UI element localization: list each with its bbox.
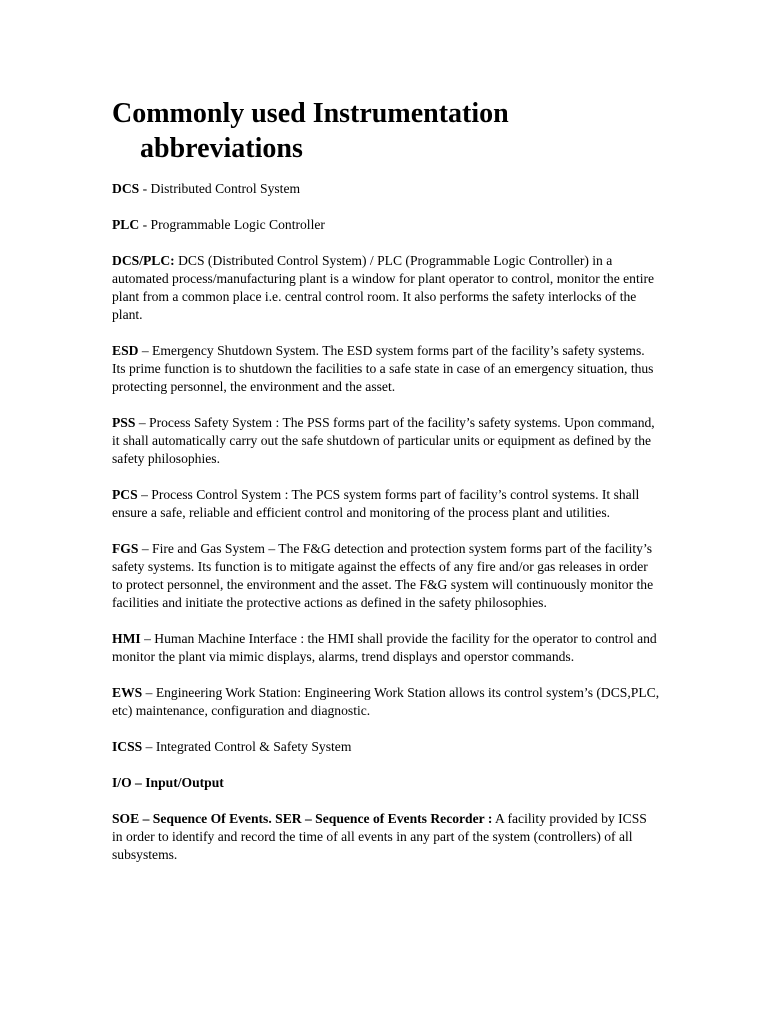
entry-text: Process Control System : The PCS system forms part of facility’s control systems. It shall ensure a safe, reliable and efficient control and monitoring of the process plant and utilities. [112, 487, 640, 520]
entry-fgs [112, 540, 660, 612]
entry-separator: – [142, 739, 156, 754]
entry-pcs [112, 486, 660, 522]
entry-abbr: PLC [112, 217, 140, 232]
entry-separator: - [139, 181, 151, 196]
entry-soe [112, 810, 660, 864]
title-line-2: abbreviations [140, 133, 303, 164]
entry-dcs [112, 180, 660, 198]
entry-separator: – [140, 631, 155, 646]
entry-abbr: PCS [112, 487, 138, 502]
entry-ews [112, 684, 660, 720]
entry-dcs-plc [112, 252, 660, 324]
entry-text: Integrated Control & Safety System [155, 739, 352, 754]
entry-text: Fire and Gas System – The F&G detection and protection system forms part of the facility’s safety systems. Its function is to mitigate against the effects of any fire and/or gas releases in order to protect personnel, the environment and the asset. The F&G system will continuously monitor the facilities and initiate the protective actions as defined in the safety philosophies. [112, 541, 654, 610]
entry-separator: – [137, 487, 152, 502]
entry-text: Process Safety System : The PSS forms part of the facility’s safety systems. Upon command, it shall automatically carry out the safe shutdown of particular units or equipment as defined by the safety philosophies. [112, 415, 655, 466]
entry-text: Engineering Work Station: Engineering Work Station allows its control system’s (DCS,PLC, etc) maintenance, configuration and diagnostic. [112, 685, 660, 718]
entry-text: Input/Output [145, 775, 224, 790]
entry-text: A facility provided by ICSS in order to identify and record the time of all events in any part of the system (controllers) of all subsystems. [112, 811, 647, 862]
entry-bold-text: Sequence Of Events. SER – Sequence of Events Recorder : [152, 811, 493, 826]
entry-separator: – [135, 415, 150, 430]
entry-abbr: DCS/PLC: [112, 253, 175, 268]
entry-abbr: I/O [112, 775, 132, 790]
entry-separator: – [138, 343, 153, 358]
entry-esd [112, 342, 660, 396]
entry-text: Distributed Control System [150, 181, 301, 196]
entry-separator: – [139, 811, 153, 826]
entry-io [112, 774, 660, 792]
entry-pss [112, 414, 660, 468]
entry-abbr: SOE [112, 811, 140, 826]
entry-separator: – [138, 541, 153, 556]
entry-hmi [112, 630, 660, 666]
entry-icss [112, 738, 660, 756]
entry-abbr: ESD [112, 343, 139, 358]
entry-text: Programmable Logic Controller [150, 217, 325, 232]
entry-text: DCS (Distributed Control System) / PLC (Programmable Logic Controller) in a automated process/manufacturing plant is a window for plant operator to control, monitor the entire plant from a common place i.e. central control room. It also performs the safety interlocks of the plant. [112, 253, 655, 322]
entry-separator: - [139, 217, 151, 232]
title-line-1: Commonly used Instrumentation [112, 98, 509, 129]
page-title [112, 96, 660, 166]
entry-abbr: FGS [112, 541, 139, 556]
entry-abbr: ICSS [112, 739, 143, 754]
entry-abbr: EWS [112, 685, 143, 700]
entry-abbr: DCS [112, 181, 140, 196]
entry-separator: – [131, 775, 146, 790]
entry-abbr: PSS [112, 415, 136, 430]
document-page [112, 96, 660, 882]
entry-abbr: HMI [112, 631, 141, 646]
entry-text: Human Machine Interface : the HMI shall provide the facility for the operator to control and monitor the plant via mimic displays, alarms, trend displays and operstor commands. [112, 631, 657, 664]
entry-separator: – [142, 685, 156, 700]
entry-text: Emergency Shutdown System. The ESD system forms part of the facility’s safety systems. Its prime function is to shutdown the facilities to a safe state in case of an emergency situation, thus protecting personnel, the environment and the asset. [112, 343, 654, 394]
entry-plc [112, 216, 660, 234]
